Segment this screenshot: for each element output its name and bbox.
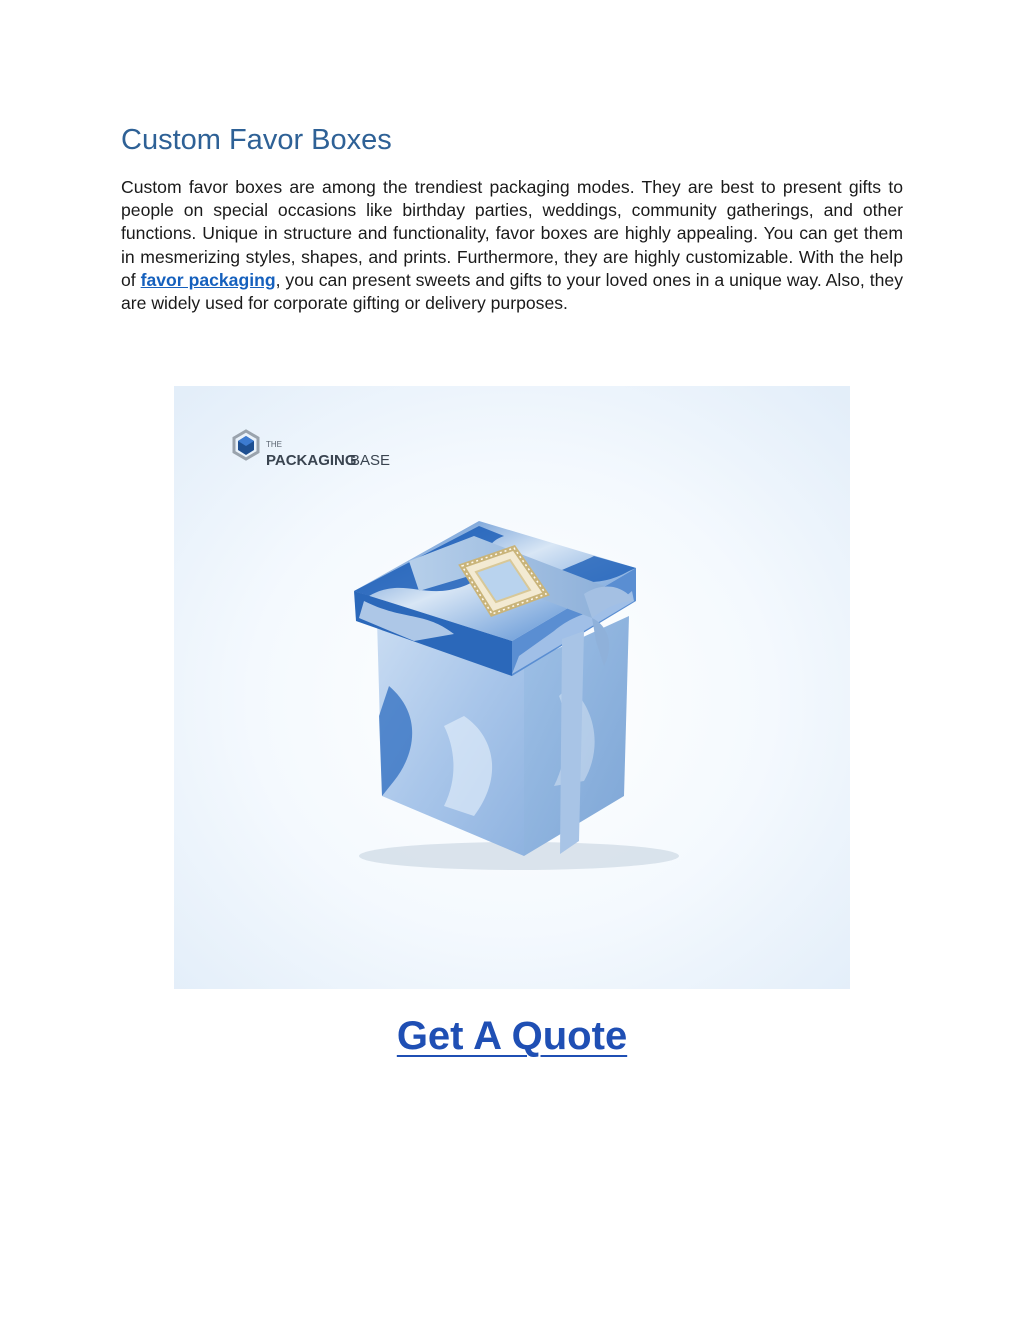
- logo-brand-light: BASE: [350, 452, 391, 469]
- get-a-quote-container: [0, 1008, 1024, 1064]
- product-image: [174, 386, 850, 989]
- get-a-quote-link[interactable]: Get A Quote: [396, 1014, 628, 1058]
- logo-small-text: THE: [266, 440, 282, 449]
- favor-box-illustration: [174, 386, 850, 989]
- favor-packaging-link[interactable]: favor packaging: [140, 269, 276, 290]
- paragraph-text-end: , you can present sweets and gifts to your loved ones in a unique way. Also, they are widely used for corporate gifting or delivery purposes.: [121, 269, 903, 314]
- intro-paragraph: [121, 176, 903, 315]
- logo-brand-bold: PACKAGING: [266, 452, 357, 469]
- paragraph-text-start: Custom favor boxes are among the trendiest packaging modes. They are best to present gifts to people on special occasions like birthday parties, weddings, community gatherings, and other functions. Unique in structure and functionality, favor boxes are highly appealing. You can get them in mesmerizing styles, shapes, and prints. Furthermore, they are highly customizable. With the help of: [121, 177, 903, 290]
- page-title: Custom Favor Boxes: [121, 124, 392, 156]
